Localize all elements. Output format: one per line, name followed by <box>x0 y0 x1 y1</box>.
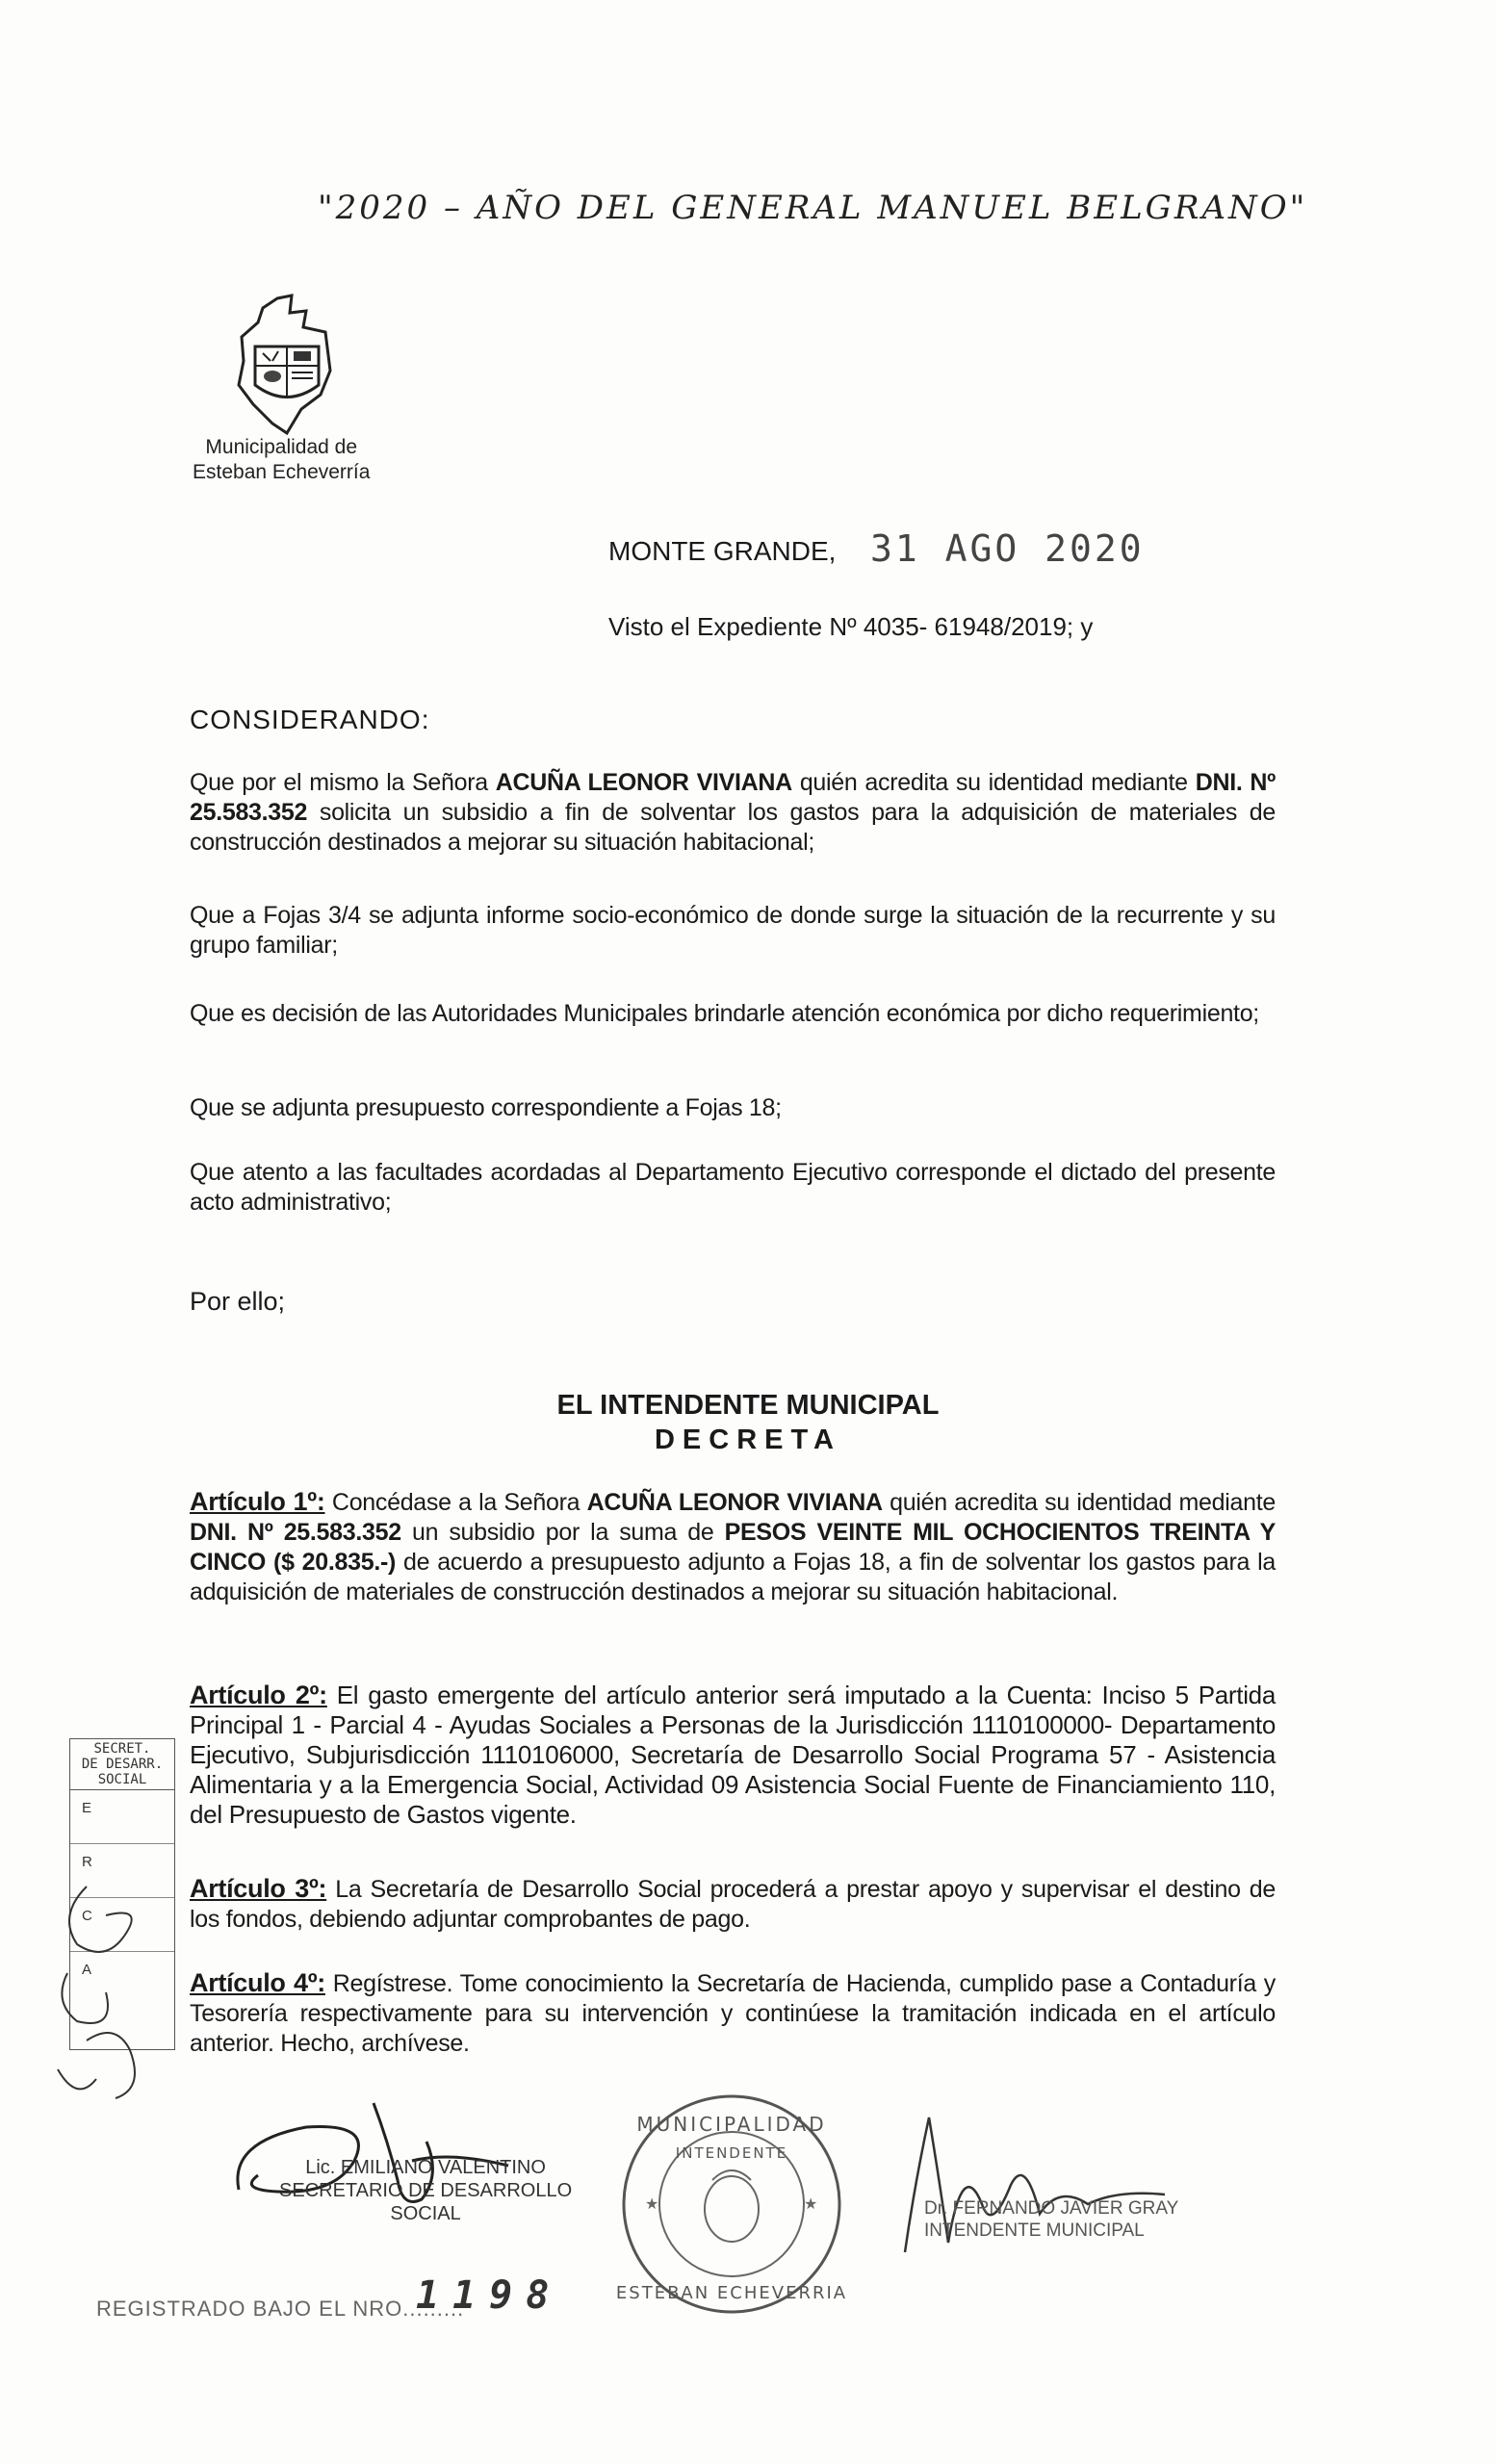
stamp-row: A <box>82 1962 92 1978</box>
signer-title: SOCIAL <box>390 2203 461 2224</box>
text-run: solicita un subsidio a fin de solventar los gastos para la adquisición de materiales de construcción destinados a mejorar su situación habitacional; <box>190 799 1276 856</box>
year-motto: "2020 – AÑO DEL GENERAL MANUEL BELGRANO" <box>318 189 1308 227</box>
text-run: quién acredita su identidad mediante <box>882 1489 1276 1516</box>
seal-bottom-text: ESTEBAN ECHEVERRIA <box>616 2283 847 2303</box>
svg-text:★: ★ <box>645 2194 659 2213</box>
decreta-heading: DECRETA <box>654 1424 842 1455</box>
text-run: quién acredita su identidad mediante <box>791 769 1196 796</box>
signature-right-block <box>924 2197 1178 2242</box>
stamp-header <box>70 1739 174 1790</box>
text-run: Que por el mismo la Señora <box>190 769 496 796</box>
considerando-paragraph-4: Que se adjunta presupuesto correspondiente a Fojas 18; <box>190 1094 782 1121</box>
text-run: El gasto emergente del artículo anterior será imputado a la Cuenta: Inciso 5 Partida Principal 1 - Parcial 4 - Ayudas Sociales a Personas de la Jurisdicción 1110100000- Departamento Ejecutivo, Subjurisdicción 1110106000, Secretaría de Desarrollo Social Programa 57 - Asistencia Alimentaria y a la Emergencia Social, Actividad 09 Asistencia Social Fuente de Financiamiento 110, del Presupuesto de Gastos vigente. <box>190 1681 1277 1829</box>
considerando-paragraph-5: Que atento a las facultades acordadas al Departamento Ejecutivo corresponde el dictado del presente acto administrativo; <box>190 1159 1276 1216</box>
signer-title: SECRETARIO DE DESARROLLO <box>279 2180 573 2201</box>
article-1-label: Artículo 1º: <box>190 1487 325 1516</box>
considerando-heading: CONSIDERANDO: <box>190 705 430 734</box>
municipal-seal <box>616 2089 847 2320</box>
text-run: de acuerdo a presupuesto adjunto a Fojas 18, a fin de solventar los gastos para la adquisición de materiales de construcción destinados a mejorar su situación habitacional. <box>190 1549 1276 1605</box>
stamp-line: DE DESARR. <box>81 1757 164 1772</box>
signature-left-block <box>279 2156 572 2225</box>
considerando-paragraph-3: Que es decisión de las Autoridades Municipales brindarle atención económica por dicho requerimiento; <box>190 1000 1259 1027</box>
stamp-row: R <box>70 1844 174 1898</box>
institution-name <box>193 435 370 485</box>
stamp-line: SOCIAL <box>97 1772 147 1787</box>
article-2 <box>190 1681 1276 1830</box>
subsidy-amount: PESOS VEINTE MIL OCHOCIENTOS TREINTA Y CINCO ($ 20.835.-) <box>190 1519 1276 1576</box>
considerando-paragraph-2: Que a Fojas 3/4 se adjunta informe socio-económico de donde surge la situación de la recurrente y su grupo familiar; <box>190 902 1276 959</box>
stamp-row: E <box>70 1790 174 1844</box>
beneficiary-dni: DNI. Nº 25.583.352 <box>190 769 1276 826</box>
signer-name: Lic. EMILIANO VALENTINO <box>305 2157 546 2178</box>
seal-inner-text: INTENDENTE <box>675 2144 788 2162</box>
text-run: Regístrese. Tome conocimiento la Secretaría de Hacienda, cumplido pase a Contaduría y Tesorería respectivamente para su intervención y continúese la tramitación indicada en el artículo anterior. Hecho, archívese. <box>190 1970 1276 2057</box>
article-1 <box>190 1487 1276 1607</box>
text-run: un subsidio por la suma de <box>400 1519 725 1546</box>
article-3-label: Artículo 3º: <box>190 1874 327 1903</box>
article-2-label: Artículo 2º: <box>190 1681 327 1709</box>
svg-text:★: ★ <box>804 2194 818 2213</box>
beneficiary-name: ACUÑA LEONOR VIVIANA <box>495 769 792 796</box>
institution-line1: Municipalidad de <box>205 436 358 458</box>
intendente-heading: EL INTENDENTE MUNICIPAL <box>556 1390 940 1421</box>
visto-line: Visto el Expediente Nº 4035- 61948/2019; y <box>608 612 1094 641</box>
municipal-coat-of-arms-logo <box>234 294 340 438</box>
text-run: La Secretaría de Desarrollo Social procederá a prestar apoyo y supervisar el destino de los fondos, debiendo adjuntar comprobantes de pago. <box>190 1876 1276 1933</box>
institution-line2: Esteban Echeverría <box>193 461 371 483</box>
stamp-line: SECRET. <box>93 1741 151 1757</box>
por-ello-line: Por ello; <box>190 1287 286 1316</box>
initials-scribble-icon <box>48 1877 202 2108</box>
considerando-paragraph-1 <box>190 768 1276 858</box>
registration-number: 1198 <box>416 2273 563 2318</box>
registration-label: REGISTRADO BAJO EL NRO......... <box>96 2297 465 2321</box>
article-4-label: Artículo 4º: <box>190 1968 325 1997</box>
beneficiary-dni: DNI. Nº 25.583.352 <box>190 1519 401 1546</box>
stamp-row: C <box>70 1898 174 1952</box>
place-label: MONTE GRANDE, <box>608 536 837 566</box>
signer-name: Dr. FERNANDO JAVIER GRAY <box>924 2198 1179 2219</box>
text-run: Concédase a la Señora <box>324 1489 587 1516</box>
seal-top-text: MUNICIPALIDAD <box>636 2113 827 2136</box>
article-3 <box>190 1874 1276 1935</box>
article-4 <box>190 1968 1276 2059</box>
signer-title: INTENDENTE MUNICIPAL <box>924 2220 1145 2241</box>
beneficiary-name: ACUÑA LEONOR VIVIANA <box>586 1489 883 1516</box>
date-stamp: 31 AGO 2020 <box>870 527 1145 570</box>
